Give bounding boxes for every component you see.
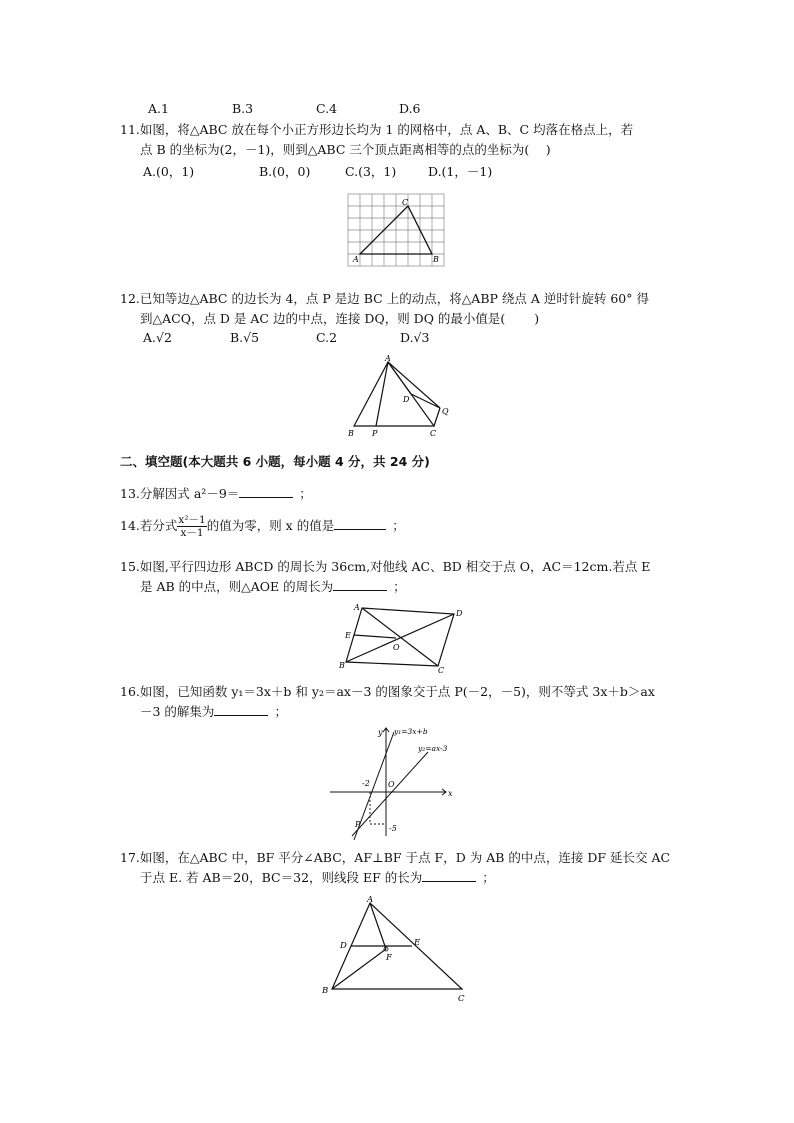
q13-end: ；	[299, 486, 312, 501]
q16-label-minus2: -2	[362, 779, 370, 788]
q11-option-b: B.(0，0)	[259, 164, 311, 179]
q15-text-line2	[140, 577, 406, 595]
q10-option-a: A.1	[148, 101, 169, 116]
q17-triangle-figure	[318, 893, 478, 1008]
section-title: 二、填空题(本大题共 6 小题，每小题 4 分，共 24 分)	[120, 454, 430, 469]
q12-label-d: D	[403, 395, 410, 404]
q16-label-y2: y₂=ax-3	[418, 744, 448, 753]
q14-pre: 14.若分式	[120, 518, 178, 533]
q14-numerator: x²－1	[178, 514, 206, 526]
q16-answer-blank[interactable]	[214, 703, 268, 716]
q16-text-line2	[140, 702, 287, 720]
q15-label-d: D	[456, 609, 463, 618]
q13-question: 13.分解因式 a²－9＝	[120, 486, 240, 501]
q12-option-a: A.√2	[143, 330, 172, 345]
q12-option-d: D.√3	[400, 330, 430, 345]
q16-graph-figure	[328, 724, 463, 842]
q14-answer-blank[interactable]	[334, 517, 386, 530]
q12-label-a: A	[385, 354, 391, 363]
q12-triangle-figure	[340, 352, 460, 442]
q11-option-d: D.(1，－1)	[428, 164, 493, 179]
q14-post: 的值为零，则 x 的值是	[206, 518, 335, 533]
q11-option-a: A.(0，1)	[143, 164, 195, 179]
q12-label-b: B	[348, 429, 354, 438]
q17-text-line1: 17.如图，在△ABC 中，BF 平分∠ABC，AF⊥BF 于点 F，D 为 AB 的中点，连接 DF 延长交 AC	[120, 850, 671, 865]
q11-grid-figure	[345, 190, 447, 270]
q11-label-a: A	[353, 255, 359, 264]
q17-label-e: E	[414, 938, 421, 948]
q15-label-a: A	[354, 603, 360, 612]
q10-option-d: D.6	[399, 101, 421, 116]
q15-parallelogram-figure	[338, 600, 468, 675]
q17-text-line2	[140, 868, 495, 886]
q12-label-q: Q	[442, 407, 449, 416]
q12-option-b: B.√5	[230, 330, 260, 345]
q16-label-p: P	[355, 820, 361, 829]
q16-label-o: O	[388, 780, 395, 789]
q12-option-c: C.2	[316, 330, 338, 345]
q16-label-minus5: -5	[389, 824, 397, 833]
q15-end: ；	[393, 579, 406, 594]
q17-label-b: B	[322, 986, 329, 996]
q15-label-c: C	[438, 666, 445, 675]
q12-text-line2: 到△ACQ，点 D 是 AC 边的中点，连接 DQ，则 DQ 的最小值是( )	[140, 311, 540, 326]
q12-label-p: P	[372, 429, 378, 438]
q17-question: 于点 E. 若 AB＝20，BC＝32，则线段 EF 的长为	[140, 870, 423, 885]
q15-label-b: B	[339, 661, 345, 670]
q16-text-line1: 16.如图，已知函数 y₁＝3x＋b 和 y₂＝ax－3 的图象交于点 P(－2，－5)，则不等式 3x＋b＞ax	[120, 684, 655, 699]
q14-text	[120, 514, 405, 539]
q15-answer-blank[interactable]	[333, 578, 387, 591]
q11-text-line2: 点 B 的坐标为(2，－1)，则到△ABC 三个顶点距离相等的点的坐标为( )	[140, 142, 551, 157]
q12-label-c: C	[430, 429, 437, 438]
q15-question: 是 AB 的中点，则△AOE 的周长为	[140, 579, 334, 594]
q13-text	[120, 484, 312, 502]
q11-label-c: C	[402, 198, 409, 207]
q15-label-o: O	[393, 643, 400, 652]
q16-label-y: y	[378, 728, 383, 737]
q16-end: ；	[274, 704, 287, 719]
q13-answer-blank[interactable]	[239, 485, 293, 498]
q14-end: ；	[392, 518, 405, 533]
q15-label-e: E	[345, 631, 351, 640]
q17-label-a: A	[367, 895, 374, 905]
q15-text-line1: 15.如图,平行四边形 ABCD 的周长为 36cm,对他线 AC、BD 相交于点 O，AC＝12cm.若点 E	[120, 559, 651, 574]
q14-fraction	[177, 514, 206, 539]
q17-label-c: C	[458, 994, 465, 1004]
q10-option-b: B.3	[232, 101, 254, 116]
q11-option-c: C.(3，1)	[345, 164, 397, 179]
q11-label-b: B	[433, 255, 439, 264]
q12-text-line1: 12.已知等边△ABC 的边长为 4，点 P 是边 BC 上的动点，将△ABP 绕点 A 逆时针旋转 60° 得	[120, 291, 649, 306]
q17-label-d: D	[340, 941, 347, 951]
q14-denominator: x－1	[180, 527, 204, 539]
q11-text-line1: 11.如图，将△ABC 放在每个小正方形边长均为 1 的网格中，点 A、B、C 均落在格点上，若	[120, 122, 634, 137]
q16-question: －3 的解集为	[140, 704, 215, 719]
q17-end: ；	[482, 870, 495, 885]
q17-answer-blank[interactable]	[422, 869, 476, 882]
q10-option-c: C.4	[316, 101, 338, 116]
q16-label-y1: y₁=3x+b	[394, 727, 428, 736]
q17-label-f: F	[386, 953, 392, 963]
q16-label-x: x	[448, 789, 453, 798]
